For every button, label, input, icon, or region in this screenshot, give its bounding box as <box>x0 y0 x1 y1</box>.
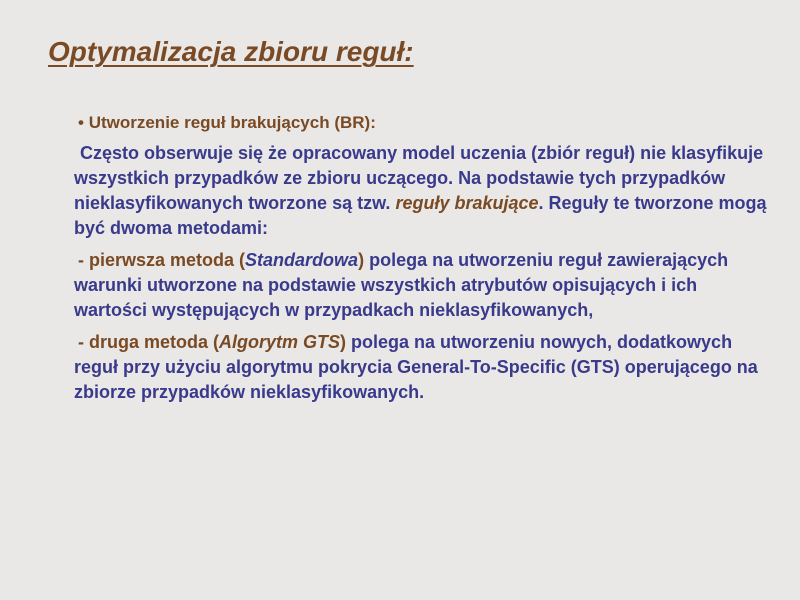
method-2-text: polega na utworzeniu nowych, dodatkowych reguł przy użyciu algorytmu pokrycia General-To-Specific (GTS) operującego na zbiorze przypadków nieklasyfikowanych. <box>74 332 758 402</box>
paragraph-intro-text-1: Często obserwuje się że opracowany model uczenia (zbiór reguł) nie klasyfikuje wszystkich przypadków ze zbioru uczącego. Na podstawie tych przypadków nieklasyfikowanych tworzone są tzw. <box>74 143 764 213</box>
method-1-close: ) <box>358 250 365 270</box>
emphasis-missing-rules: reguły brakujące <box>395 193 539 213</box>
method-1-lead: - pierwsza metoda ( <box>78 250 246 270</box>
method-2-lead: - druga metoda ( <box>78 332 220 352</box>
bullet-marker: • <box>78 113 84 132</box>
slide-title: Optymalizacja zbioru reguł: <box>48 36 414 67</box>
paragraph-intro <box>74 141 774 241</box>
paragraph-intro-text-2: . Reguły te tworzone mogą być dwoma metodami: <box>74 193 767 238</box>
bullet-text: Utworzenie reguł brakujących (BR): <box>88 113 376 132</box>
method-1-text: polega na utworzeniu reguł zawierających warunki utworzone na podstawie wszystkich atrybutów opisujących i ich wartości występujących w przypadkach nieklasyfikowanych, <box>74 250 729 320</box>
slide-body <box>74 110 774 412</box>
bullet-item <box>74 110 774 135</box>
method-2-name: Algorytm GTS <box>219 332 341 352</box>
method-1-name: Standardowa <box>245 250 359 270</box>
paragraph-method-1 <box>74 248 774 323</box>
paragraph-method-2 <box>74 330 774 405</box>
method-2-close: ) <box>340 332 347 352</box>
